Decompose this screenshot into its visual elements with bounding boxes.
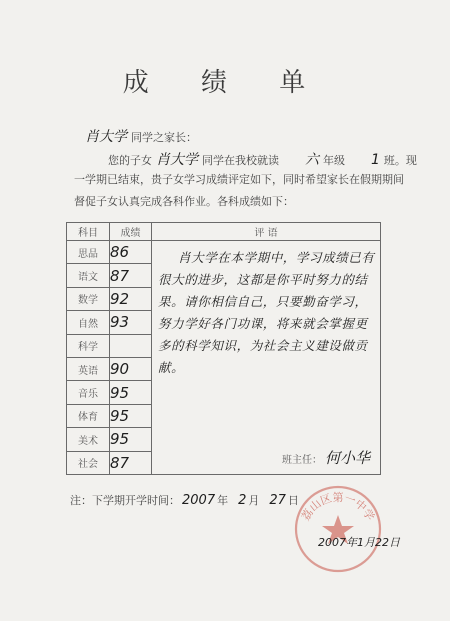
teacher-signature bbox=[282, 447, 370, 468]
intro-line-2: 一学期已结束，贵子女学习成绩评定如下，同时希望家长在假期期间 bbox=[74, 173, 404, 186]
subject-cell: 自然 bbox=[67, 311, 110, 334]
intro-text-3: 年级 bbox=[323, 154, 345, 167]
note-year-unit: 年 bbox=[217, 494, 229, 507]
intro-class: 1 bbox=[371, 152, 380, 168]
score-value: 90 bbox=[110, 360, 130, 379]
score-value: 95 bbox=[110, 383, 130, 402]
score-value: 87 bbox=[110, 266, 130, 285]
comment-cell bbox=[152, 241, 381, 475]
subject-cell: 数学 bbox=[67, 287, 110, 310]
note-month: 2 bbox=[238, 493, 247, 508]
intro-line-1 bbox=[108, 149, 417, 169]
score-value: 93 bbox=[110, 313, 130, 332]
subject-cell: 美术 bbox=[67, 428, 110, 451]
note-label: 注：下学期开学时间： bbox=[70, 494, 180, 507]
intro-grade: 六 bbox=[305, 152, 319, 168]
score-value: 87 bbox=[110, 453, 130, 472]
grades-table bbox=[66, 222, 381, 475]
greeting-student-name: 肖大学 bbox=[85, 129, 127, 145]
header-subject: 科目 bbox=[67, 223, 110, 241]
intro-text-4: 班。现 bbox=[383, 154, 417, 167]
note-year: 2007 bbox=[182, 493, 216, 508]
note-day: 27 bbox=[269, 493, 286, 508]
note-day-unit: 日 bbox=[287, 494, 299, 507]
intro-student-name: 肖大学 bbox=[156, 152, 198, 168]
note-month-unit: 月 bbox=[248, 494, 260, 507]
table-header-row bbox=[67, 223, 381, 241]
score-value: 86 bbox=[110, 243, 130, 262]
subject-cell: 语文 bbox=[67, 264, 110, 287]
subject-cell: 英语 bbox=[67, 357, 110, 380]
teacher-name: 何小华 bbox=[324, 448, 370, 467]
subject-cell: 思品 bbox=[67, 241, 110, 264]
next-term-note bbox=[70, 492, 299, 508]
score-value: 95 bbox=[110, 406, 130, 425]
comment-text: 肖大学在本学期中，学习成绩已有很大的进步，这都是你平时努力的结果。请你相信自己，只要勤奋学习，努力学好各门功课，将来就会掌握更多的科学知识，为社会主义建设做贡献。 bbox=[158, 250, 375, 375]
subject-cell: 音乐 bbox=[67, 381, 110, 404]
subject-cell: 科学 bbox=[67, 334, 110, 357]
intro-text-1: 您的子女 bbox=[108, 154, 152, 167]
subject-cell: 社会 bbox=[67, 451, 110, 474]
subject-cell: 体育 bbox=[67, 404, 110, 427]
intro-line-3: 督促子女认真完成各科作业。各科成绩如下： bbox=[74, 195, 294, 208]
header-comment: 评 语 bbox=[152, 223, 381, 241]
page-title: 成 绩 单 bbox=[122, 68, 328, 98]
stamp-date: 2007年1月22日 bbox=[318, 536, 400, 549]
header-score: 成绩 bbox=[110, 223, 152, 241]
greeting-suffix: 同学之家长： bbox=[131, 131, 197, 144]
greeting-line bbox=[85, 126, 197, 146]
teacher-label: 班主任： bbox=[281, 454, 322, 466]
score-value: 92 bbox=[110, 289, 130, 308]
intro-text-2: 同学在我校就读 bbox=[202, 154, 279, 167]
school-seal-stamp bbox=[288, 477, 388, 577]
svg-text:荔山区第一中学: 荔山区第一中学 bbox=[299, 491, 377, 523]
score-value: 95 bbox=[110, 430, 130, 449]
table-row bbox=[67, 241, 381, 264]
